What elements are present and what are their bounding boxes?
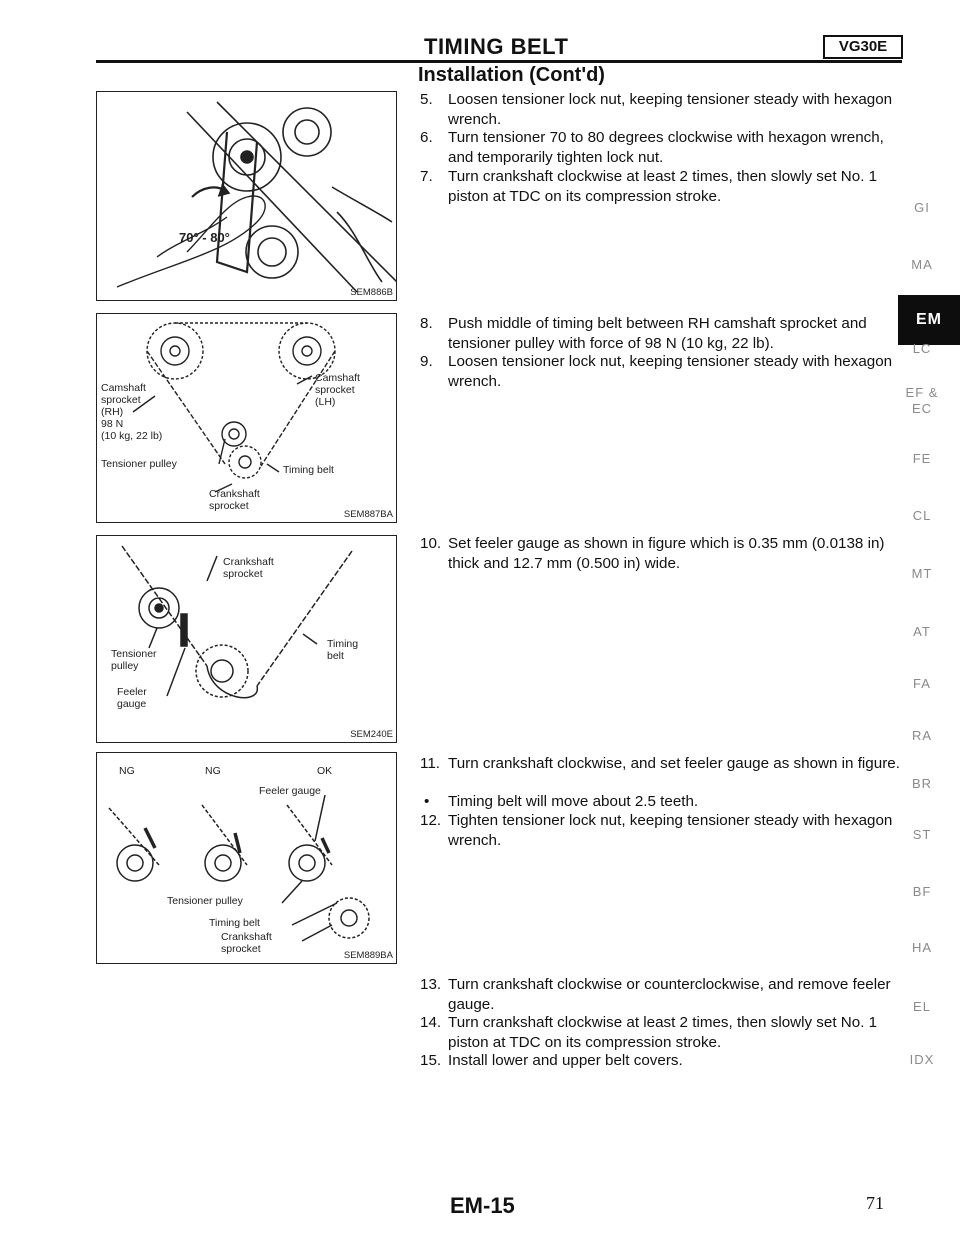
- section-tab-br[interactable]: BR: [911, 776, 933, 791]
- label-tensioner-pulley: Tensioner pulley: [101, 458, 177, 470]
- step-text: Loosen tensioner lock nut, keeping tensioner steady with hexagon wrench.: [448, 91, 893, 128]
- step-number: 8.: [420, 315, 433, 332]
- tensioner-rotation-illustration: [97, 92, 396, 300]
- step-number: 6.: [420, 129, 433, 146]
- label-tensioner-pulley: Tensioner pulley: [167, 895, 243, 907]
- figure-tensioner-rotation: [96, 91, 397, 301]
- section-tab-fa[interactable]: FA: [913, 676, 931, 691]
- step-number: 11.: [420, 755, 440, 772]
- section-tab-at[interactable]: AT: [913, 624, 931, 639]
- step-text: Push middle of timing belt between RH camshaft sprocket and tensioner pulley with force of 98 N (10 kg, 22 lb).: [448, 315, 867, 352]
- label-ng-1: NG: [119, 765, 135, 777]
- figure-code: SEM889BA: [343, 950, 393, 961]
- step-number: 12.: [420, 812, 442, 829]
- label-timing-belt: Timing belt: [283, 464, 334, 476]
- section-tab-ra[interactable]: RA: [911, 728, 933, 743]
- step-number: 5.: [420, 91, 433, 108]
- step-text: Timing belt will move about 2.5 teeth.: [448, 793, 699, 810]
- step-text: Turn crankshaft clockwise or counterclockwise, and remove feeler gauge.: [448, 976, 891, 1013]
- step-number: 15.: [420, 1052, 442, 1069]
- page-number: 71: [866, 1193, 884, 1213]
- section-tab-el[interactable]: EL: [913, 999, 931, 1014]
- figure-code: SEM887BA: [343, 509, 393, 520]
- step-text: Install lower and upper belt covers.: [448, 1052, 683, 1069]
- label-crankshaft-sprocket: Crankshaft sprocket: [223, 556, 274, 580]
- step-number: 7.: [420, 168, 433, 185]
- step-text: Loosen tensioner lock nut, keeping tensioner steady with hexagon wrench.: [448, 353, 893, 390]
- page-section-code: EM-15: [450, 1193, 515, 1218]
- step-text: Turn tensioner 70 to 80 degrees clockwise with hexagon wrench, and temporarily tighten lock nut.: [448, 129, 884, 166]
- label-feeler-gauge: Feeler gauge: [259, 785, 321, 797]
- label-feeler-gauge: Feeler gauge: [117, 686, 147, 710]
- figure-feeler-position: [96, 752, 397, 964]
- label-crankshaft-sprocket: Crankshaft sprocket: [221, 931, 272, 955]
- angle-label: 70° - 80°: [179, 230, 230, 245]
- label-ok: OK: [317, 765, 333, 777]
- engine-badge: VG30E: [823, 35, 903, 59]
- section-tab-lc[interactable]: LC: [912, 341, 932, 356]
- bullet: •: [424, 793, 430, 810]
- section-tab-idx[interactable]: IDX: [909, 1052, 935, 1067]
- figure-code: SEM886B: [350, 287, 393, 298]
- label-crankshaft-sprocket: Crankshaft sprocket: [209, 488, 260, 512]
- step-text: Turn crankshaft clockwise, and set feeler gauge as shown in figure.: [448, 755, 900, 772]
- label-timing-belt: Timing belt: [209, 917, 260, 929]
- section-tab-gi[interactable]: GI: [914, 200, 930, 215]
- figure-code: SEM240E: [350, 729, 393, 740]
- figure-feeler-gauge-set: [96, 535, 397, 743]
- step-number: 13.: [420, 976, 442, 993]
- section-tab-st[interactable]: ST: [912, 827, 932, 842]
- page-title: TIMING BELT: [424, 34, 569, 59]
- step-text: Turn crankshaft clockwise at least 2 times, then slowly set No. 1 piston at TDC on its compression stroke.: [448, 168, 878, 205]
- section-subtitle: Installation (Cont'd): [418, 64, 605, 86]
- section-tab-em[interactable]: EM: [898, 295, 960, 345]
- section-tab-cl[interactable]: CL: [912, 508, 932, 523]
- step-number: 10.: [420, 535, 442, 552]
- section-tab-ha[interactable]: HA: [911, 940, 933, 955]
- step-text: Tighten tensioner lock nut, keeping tensioner steady with hexagon wrench.: [448, 812, 893, 849]
- header-rule: [96, 60, 902, 63]
- figure-belt-push: [96, 313, 397, 523]
- step-number: 14.: [420, 1014, 442, 1031]
- section-tab-ef-ec[interactable]: EF & EC: [905, 385, 939, 416]
- section-tab-bf[interactable]: BF: [912, 884, 932, 899]
- label-ng-2: NG: [205, 765, 221, 777]
- label-camshaft-lh: Camshaft sprocket (LH): [315, 372, 360, 408]
- step-text: Turn crankshaft clockwise at least 2 times, then slowly set No. 1 piston at TDC on its compression stroke.: [448, 1014, 878, 1051]
- section-tab-mt[interactable]: MT: [911, 566, 933, 581]
- label-camshaft-rh: Camshaft sprocket (RH): [101, 382, 146, 418]
- step-text: Set feeler gauge as shown in figure which is 0.35 mm (0.0138 in) thick and 12.7 mm (0.500 in) wide.: [448, 535, 885, 572]
- label-tensioner-pulley: Tensioner pulley: [111, 648, 157, 672]
- step-number: 9.: [420, 353, 433, 370]
- section-tab-fe[interactable]: FE: [912, 451, 932, 466]
- section-tab-ma[interactable]: MA: [911, 257, 933, 272]
- label-timing-belt: Timing belt: [327, 638, 359, 662]
- label-force: 98 N (10 kg, 22 lb): [101, 418, 163, 442]
